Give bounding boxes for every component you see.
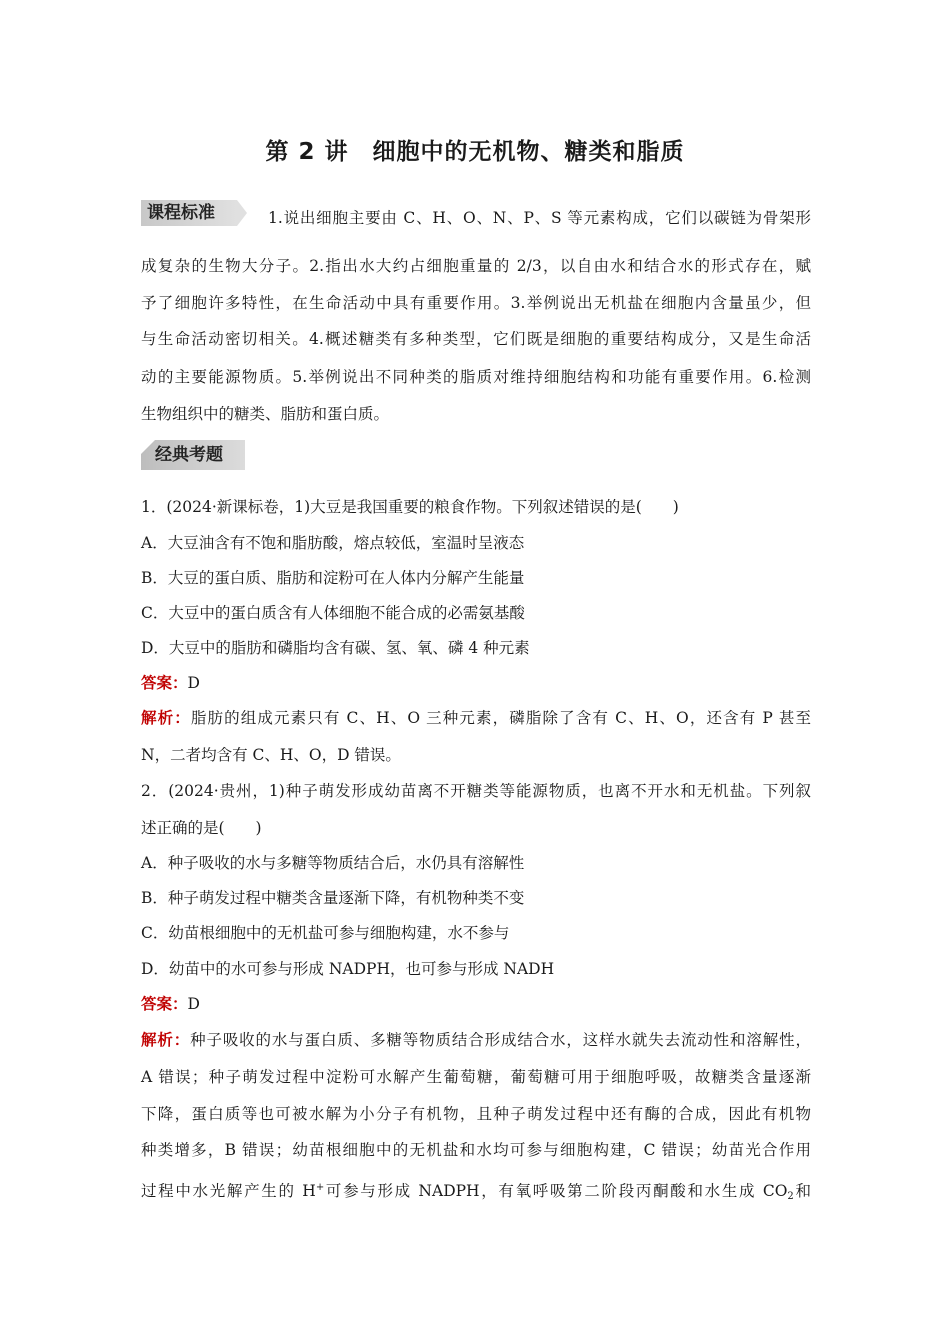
standard-line: 动的主要能源物质。5.举例说出不同种类的脂质对维持细胞结构和功能有重要作用。6.检测 — [141, 368, 811, 386]
analysis-text: 种子吸收的水与蛋白质、多糖等物质结合形成结合水，这样水就失去流动性和溶解性， — [190, 1031, 811, 1049]
classic-exam-badge: 经典考题 — [141, 440, 245, 470]
analysis-text: 过程中水光解产生的 H — [141, 1182, 316, 1200]
question-2-option: C．幼苗根细胞中的无机盐可参与细胞构建，水不参与 — [141, 924, 510, 942]
question-2-stem: 2．(2024·贵州，1)种子萌发形成幼苗离不开糖类等能源物质，也离不开水和无机盐。下列叙 — [141, 782, 811, 800]
question-1-analysis — [141, 708, 811, 728]
answer-label: 答案： — [141, 673, 188, 692]
answer-label: 答案： — [141, 994, 188, 1013]
standard-line: 成复杂的生物大分子。2.指出水大约占细胞重量的 2/3，以自由水和结合水的形式存在，赋 — [141, 257, 811, 275]
question-2-analysis — [141, 1030, 811, 1050]
analysis-label: 解析： — [141, 1030, 191, 1049]
question-2-analysis-line: A 错误；种子萌发过程中淀粉可水解产生葡萄糖，葡萄糖可用于细胞呼吸，故糖类含量逐渐 — [141, 1068, 811, 1086]
superscript: + — [315, 1182, 325, 1193]
page-title: 第 2 讲 细胞中的无机物、糖类和脂质 — [265, 139, 685, 165]
answer-value: D — [187, 674, 200, 692]
question-1-option: B．大豆的蛋白质、脂肪和淀粉可在人体内分解产生能量 — [141, 569, 525, 587]
analysis-text: 可参与形成 NADPH，有氧呼吸第二阶段丙酮酸和水生成 CO — [324, 1182, 788, 1200]
question-1-option: D．大豆中的脂肪和磷脂均含有碳、氢、氧、磷 4 种元素 — [141, 639, 530, 657]
standard-line: 予了细胞许多特性，在生命活动中具有重要作用。3.举例说出无机盐在细胞内含量虽少，但 — [141, 294, 811, 312]
question-1-option: C．大豆中的蛋白质含有人体细胞不能合成的必需氨基酸 — [141, 604, 525, 622]
answer-value: D — [187, 995, 200, 1013]
analysis-label: 解析： — [141, 708, 191, 727]
analysis-text: 和 — [793, 1182, 811, 1200]
subscript: 2 — [787, 1191, 794, 1202]
question-2-stem-line: 述正确的是( ) — [141, 819, 262, 837]
analysis-text: 脂肪的组成元素只有 C、H、O 三种元素，磷脂除了含有 C、H、O，还含有 P 甚至 — [190, 709, 811, 727]
question-2-option: D．幼苗中的水可参与形成 NADPH，也可参与形成 NADH — [141, 960, 555, 978]
question-1-answer — [141, 673, 811, 693]
course-standard-badge: 课程标准 — [141, 200, 237, 226]
standard-line: 生物组织中的糖类、脂肪和蛋白质。 — [141, 405, 390, 423]
question-2-answer — [141, 994, 811, 1014]
question-2-analysis-line — [141, 1178, 811, 1207]
question-2-option: B．种子萌发过程中糖类含量逐渐下降，有机物种类不变 — [141, 889, 525, 907]
standard-line: 1.说出细胞主要由 C、H、O、N、P、S 等元素构成，它们以碳链为骨架形 — [268, 209, 811, 227]
standard-line: 与生命活动密切相关。4.概述糖类有多种类型，它们既是细胞的重要结构成分，又是生命活 — [141, 330, 811, 348]
question-1-analysis-line: N，二者均含有 C、H、O，D 错误。 — [141, 746, 401, 764]
question-1-option: A．大豆油含有不饱和脂肪酸，熔点较低，室温时呈液态 — [141, 534, 525, 552]
question-1-stem: 1．(2024·新课标卷，1)大豆是我国重要的粮食作物。下列叙述错误的是( ) — [141, 498, 679, 516]
question-2-analysis-line: 下降，蛋白质等也可被水解为小分子有机物，且种子萌发过程中还有酶的合成，因此有机物 — [141, 1105, 811, 1123]
question-2-analysis-line: 种类增多，B 错误；幼苗根细胞中的无机盐和水均可参与细胞构建，C 错误；幼苗光合作用 — [141, 1141, 811, 1159]
question-2-option: A．种子吸收的水与多糖等物质结合后，水仍具有溶解性 — [141, 854, 525, 872]
